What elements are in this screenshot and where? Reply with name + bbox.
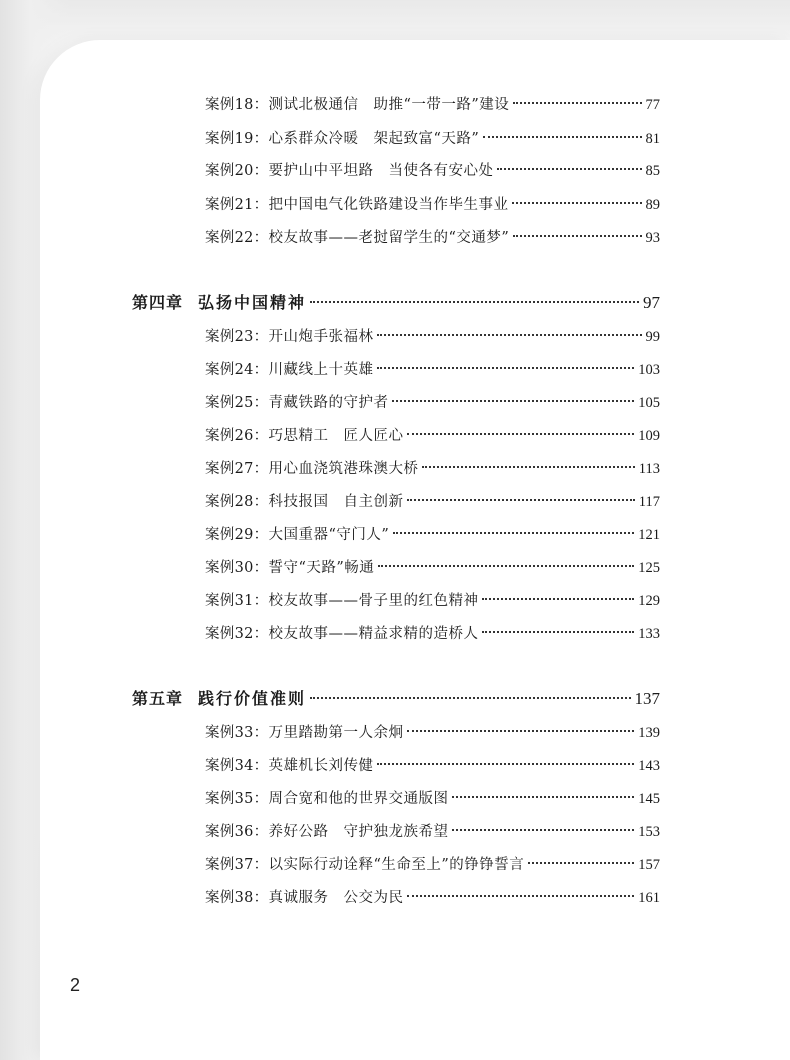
- chapter-number: 第四章: [132, 293, 184, 312]
- dot-leader: [377, 763, 634, 765]
- toc-page-number: 143: [638, 758, 660, 774]
- case-title: 测试北极通信 助推“一带一路”建设: [268, 97, 510, 113]
- toc-case-row[interactable]: [205, 490, 660, 511]
- dot-leader: [377, 367, 634, 369]
- toc-page-number: 117: [638, 494, 660, 510]
- case-number: 案例34：: [205, 758, 269, 774]
- dot-leader: [393, 532, 634, 534]
- toc-page-number: 133: [638, 626, 660, 642]
- toc-case-row[interactable]: [205, 391, 660, 412]
- toc-case-row[interactable]: [205, 622, 660, 643]
- case-number: 案例36：: [205, 824, 269, 840]
- case-number: 案例21：: [205, 197, 269, 213]
- case-number: 案例20：: [205, 163, 269, 179]
- case-number: 案例19：: [205, 131, 269, 147]
- toc-case-row[interactable]: [205, 820, 660, 841]
- case-number: 案例29：: [205, 527, 269, 543]
- dot-leader: [513, 102, 641, 104]
- dot-leader: [392, 400, 634, 402]
- case-title: 川藏线上十英雄: [268, 362, 374, 378]
- toc-page-number: 89: [645, 197, 660, 213]
- toc-page-number: 81: [645, 131, 660, 147]
- toc-case-row[interactable]: [205, 93, 660, 114]
- toc-case-row[interactable]: [205, 886, 660, 907]
- toc-page-number: 103: [638, 362, 660, 378]
- dot-leader: [422, 466, 634, 468]
- toc-case-row[interactable]: [205, 358, 660, 379]
- page-number: 2: [70, 975, 81, 995]
- case-title: 校友故事——精益求精的造桥人: [268, 626, 479, 642]
- toc-case-row[interactable]: [205, 589, 660, 610]
- dot-leader: [407, 433, 634, 435]
- case-title: 用心血浇筑港珠澳大桥: [268, 461, 419, 477]
- chapter-number: 第五章: [132, 689, 184, 708]
- toc-case-row[interactable]: [205, 127, 660, 148]
- toc-page-number: 125: [638, 560, 660, 576]
- toc-page-number: 105: [638, 395, 660, 411]
- case-number: 案例26：: [205, 428, 269, 444]
- dot-leader: [452, 796, 634, 798]
- case-title: 科技报国 自主创新: [268, 494, 404, 510]
- toc-case-row[interactable]: [205, 556, 660, 577]
- dot-leader: [377, 334, 641, 336]
- case-title: 周合宽和他的世界交通版图: [268, 791, 449, 807]
- toc-case-row[interactable]: [205, 523, 660, 544]
- case-title: 把中国电气化铁路建设当作毕生事业: [268, 197, 509, 213]
- case-number: 案例18：: [205, 97, 269, 113]
- case-title: 真诚服务 公交为民: [268, 890, 404, 906]
- toc-case-row[interactable]: [205, 424, 660, 445]
- dot-leader: [407, 895, 634, 897]
- toc-case-row[interactable]: [205, 193, 660, 214]
- toc-page-number: 139: [638, 725, 660, 741]
- toc-page-number: 161: [638, 890, 660, 906]
- case-number: 案例25：: [205, 395, 269, 411]
- toc-case-row[interactable]: [205, 457, 660, 478]
- dot-leader: [378, 565, 634, 567]
- toc-page-number: 157: [638, 857, 660, 873]
- toc-case-row[interactable]: [205, 754, 660, 775]
- case-number: 案例37：: [205, 857, 269, 873]
- dot-leader: [482, 598, 634, 600]
- toc-case-row[interactable]: [205, 226, 660, 247]
- case-title: 青藏铁路的守护者: [268, 395, 389, 411]
- toc-case-row[interactable]: [205, 721, 660, 742]
- case-title: 校友故事——骨子里的红色精神: [268, 593, 479, 609]
- case-number: 案例38：: [205, 890, 269, 906]
- toc-page-number: 109: [638, 428, 660, 444]
- dot-leader: [407, 499, 634, 501]
- case-number: 案例22：: [205, 230, 269, 246]
- dot-leader: [452, 829, 634, 831]
- toc-case-row[interactable]: [205, 159, 660, 180]
- toc-page-number: 85: [645, 163, 660, 179]
- chapter-title: 践行价值准则: [198, 689, 307, 708]
- toc-chapter-row[interactable]: [132, 290, 660, 313]
- toc-case-row[interactable]: [205, 787, 660, 808]
- toc-page-number: 145: [638, 791, 660, 807]
- dot-leader: [407, 730, 634, 732]
- toc-case-row[interactable]: [205, 325, 660, 346]
- dot-leader: [513, 235, 641, 237]
- dot-leader: [310, 301, 639, 303]
- case-title: 万里踏勘第一人余炯: [268, 725, 404, 741]
- case-number: 案例31：: [205, 593, 269, 609]
- case-title: 以实际行动诠释“生命至上”的铮铮誓言: [268, 857, 525, 873]
- case-number: 案例35：: [205, 791, 269, 807]
- chapter-title: 弘扬中国精神: [198, 293, 307, 312]
- toc-chapter-row[interactable]: [132, 686, 660, 709]
- toc-case-row[interactable]: [205, 853, 660, 874]
- case-title: 开山炮手张福林: [268, 329, 374, 345]
- toc-page-number: 129: [638, 593, 660, 609]
- case-number: 案例23：: [205, 329, 269, 345]
- toc-page-number: 99: [645, 329, 660, 345]
- case-number: 案例27：: [205, 461, 269, 477]
- dot-leader: [497, 168, 641, 170]
- dot-leader: [482, 631, 634, 633]
- toc-page-number: 137: [634, 689, 660, 708]
- toc-page-number: 113: [638, 461, 660, 477]
- case-title: 校友故事——老挝留学生的“交通梦”: [268, 230, 510, 246]
- case-title: 心系群众冷暖 架起致富“天路”: [268, 131, 480, 147]
- toc-page-number: 121: [638, 527, 660, 543]
- toc-page-number: 97: [643, 293, 660, 312]
- case-title: 巧思精工 匠人匠心: [268, 428, 404, 444]
- case-number: 案例28：: [205, 494, 269, 510]
- case-number: 案例32：: [205, 626, 269, 642]
- toc-page-number: 93: [645, 230, 660, 246]
- case-title: 英雄机长刘传健: [268, 758, 374, 774]
- case-number: 案例30：: [205, 560, 269, 576]
- toc-page-number: 77: [645, 97, 660, 113]
- case-number: 案例24：: [205, 362, 269, 378]
- case-title: 大国重器“守门人”: [268, 527, 390, 543]
- dot-leader: [512, 202, 641, 204]
- dot-leader: [528, 862, 634, 864]
- case-number: 案例33：: [205, 725, 269, 741]
- case-title: 养好公路 守护独龙族希望: [268, 824, 449, 840]
- case-title: 誓守“天路”畅通: [268, 560, 375, 576]
- case-title: 要护山中平坦路 当使各有安心处: [268, 163, 494, 179]
- dot-leader: [483, 136, 641, 138]
- toc-page-number: 153: [638, 824, 660, 840]
- dot-leader: [310, 697, 630, 699]
